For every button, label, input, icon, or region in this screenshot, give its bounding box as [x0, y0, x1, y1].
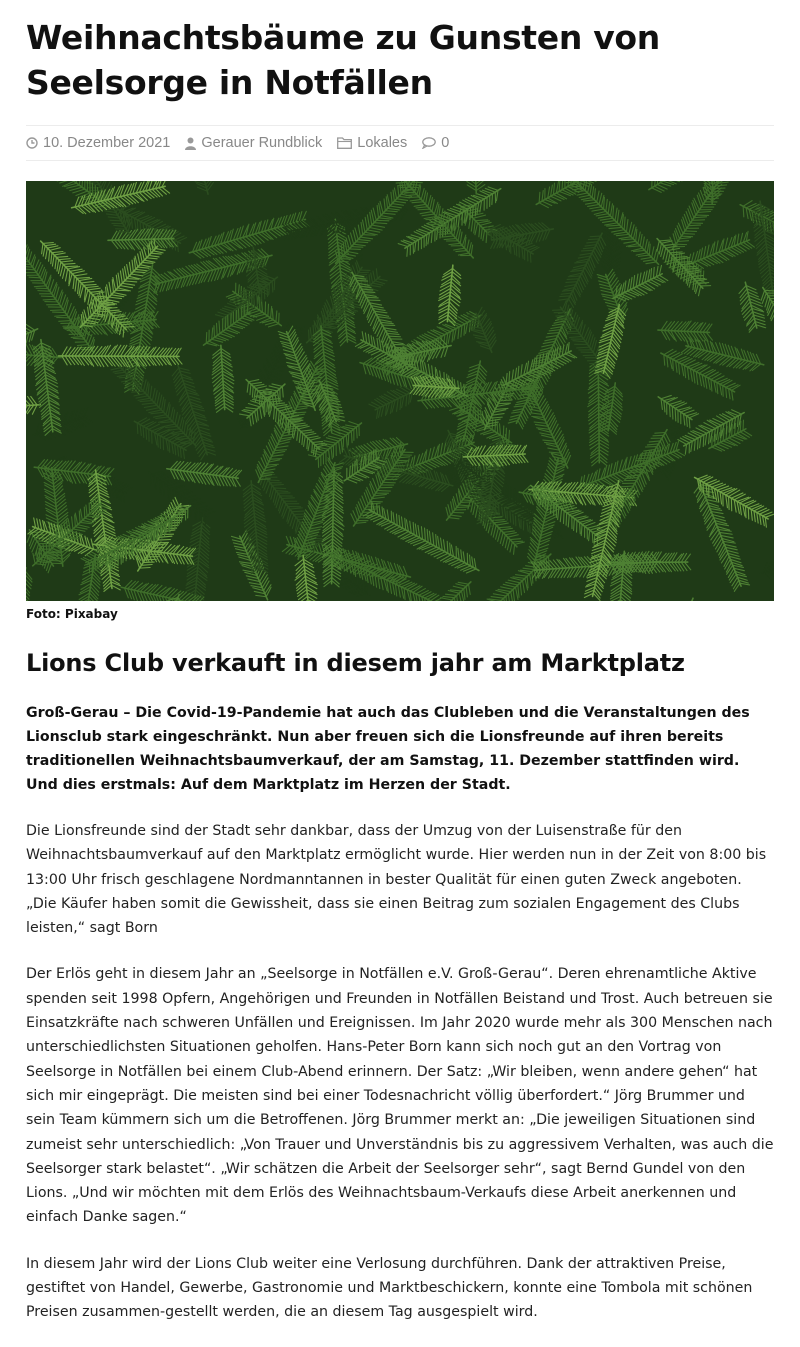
meta-date [26, 135, 170, 151]
article-lead: Groß-Gerau – Die Covid-19-Pandemie hat auch das Clubleben und die Veranstaltungen des Lionsclub stark eingeschränkt. Nun aber freuen sich die Lionsfreunde auf ihren bereits traditionellen Weihnachtsbaumverkauf, der am Samstag, 11. Dezember stattfinden wird. Und dies erstmals: Auf dem Marktplatz im Herzen der Stadt. [26, 705, 750, 793]
clock-icon [26, 137, 38, 149]
meta-comments-count[interactable]: 0 [441, 135, 450, 151]
folder-icon [337, 137, 352, 149]
article-paragraph: Der Erlös geht in diesem Jahr an „Seelsorge in Notfällen e.V. Groß-Gerau“. Deren ehrenamtliche Aktive spenden seit 1998 Opfern, Angehörigen und Freunden in Notfällen Beistand und Trost. Auch betreuen sie Einsatzkräfte nach schweren Unfällen und Ereignissen. Im Jahr 2020 wurde mehr als 300 Menschen nach unterschiedlichsten Situationen geholfen. Hans-Peter Born kann sich noch gut an den Vortrag von Seelsorge in Notfällen bei einem Club-Abend erinnern. Der Satz: „Wir bleiben, wenn andere gehen“ hat sich mir eingeprägt. Die meisten sind bei einer Todesnachricht völlig überfordert.“ Jörg Brummer und sein Team kümmern sich um die Betroffenen. Jörg Brummer merkt an: „Die jeweiligen Situationen sind zumeist sehr unterschiedlich: „Von Trauer und Unverständnis bis zu aggressivem Verhalten, was auch die Seelsorger stark belastet“. „Wir schätzen die Arbeit der Seelsorger sehr“, sagt Bernd Gundel von den Lions. „Und wir möchten mit dem Erlös des Weihnachtsbaum-Verkaufs diese Arbeit anerkennen und einfach Danke sagen.“ [26, 966, 774, 1226]
article-paragraph: Die Lionsfreunde sind der Stadt sehr dankbar, dass der Umzug von der Luisenstraße für den Weihnachtsbaumverkauf auf den Marktplatz ermöglicht wurde. Hier werden nun in der Zeit von 8:00 bis 13:00 Uhr frisch geschlagene Nordmanntannen in bester Qualität für einen guten Zweck angeboten. „Die Käufer haben somit die Gewissheit, dass sie einen Beitrag zum sozialen Engagement des Clubs leisten,“ sagt Born [26, 823, 767, 937]
meta-category[interactable] [337, 135, 407, 151]
article-title: Weihnachtsbäume zu Gunsten von Seelsorge in Notfällen [26, 18, 661, 102]
hero-image-fir-branches [26, 181, 774, 601]
image-caption: Foto: Pixabay [26, 607, 118, 621]
article [26, 0, 774, 1325]
meta-date-text: 10. Dezember 2021 [43, 135, 171, 151]
article-subheading: Lions Club verkauft in diesem jahr am Marktplatz [26, 649, 685, 677]
article-meta [26, 125, 774, 161]
comment-icon [422, 137, 436, 149]
user-icon [185, 137, 196, 150]
meta-comments[interactable] [422, 135, 449, 151]
meta-author[interactable] [185, 135, 322, 151]
meta-category-link[interactable]: Lokales [357, 135, 408, 151]
article-paragraph: In diesem Jahr wird der Lions Club weiter eine Verlosung durchführen. Dank der attraktiven Preise, gestiftet von Handel, Gewerbe, Gastronomie und Marktbeschickern, konnte eine Tombola mit schönen Preisen zusammen-gestellt werden, die an diesem Tag ausgespielt wird. [26, 1255, 753, 1321]
meta-author-link[interactable]: Gerauer Rundblick [201, 135, 323, 151]
